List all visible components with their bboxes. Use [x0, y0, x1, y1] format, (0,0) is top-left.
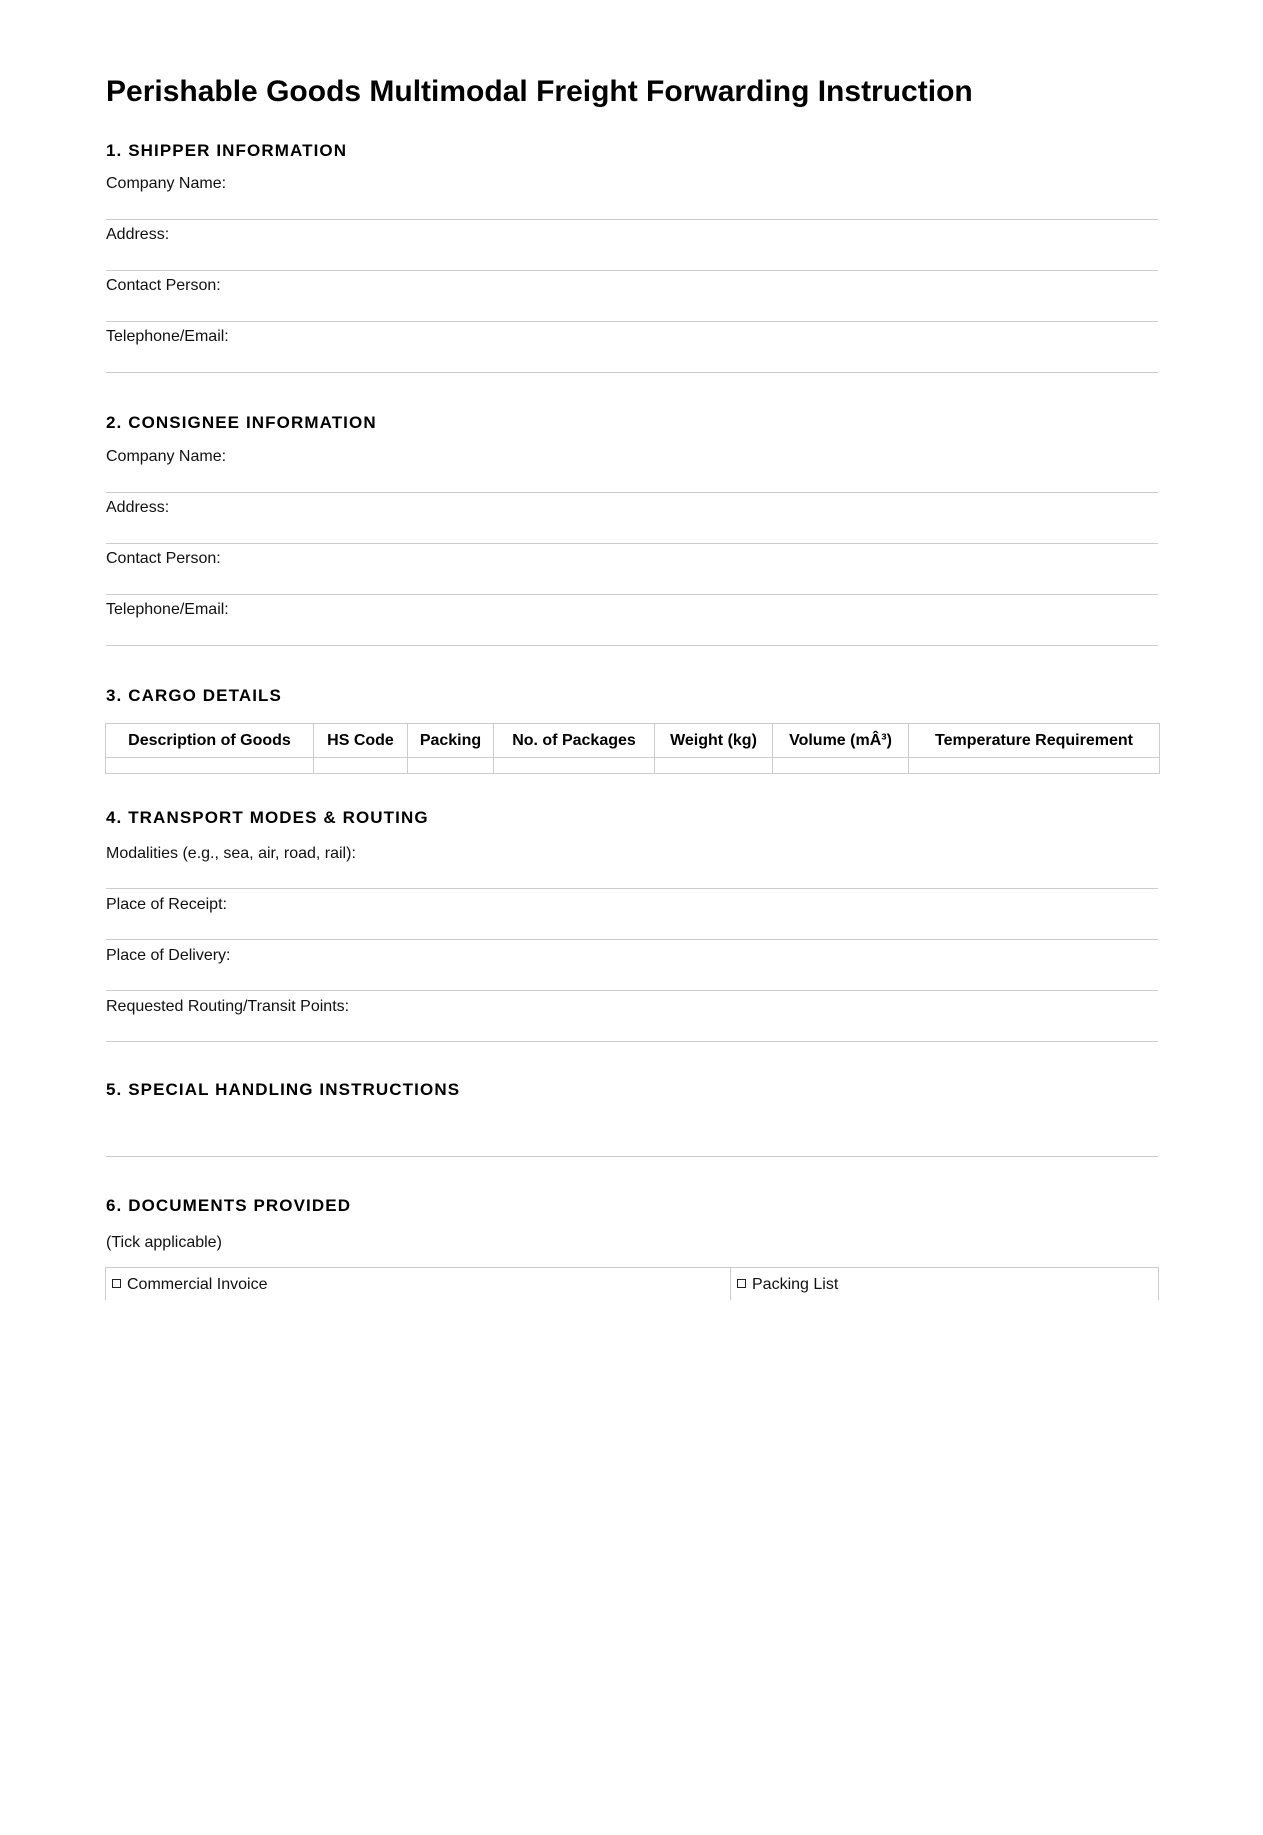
- cargo-details-table: [105, 723, 1160, 774]
- consignee-company-name-label: Company Name:: [106, 448, 227, 465]
- document-cell-commercial-invoice: [106, 1268, 731, 1300]
- column-header-packages: No. of Packages: [494, 724, 655, 758]
- place-of-delivery-label: Place of Delivery:: [106, 947, 231, 964]
- routing-transit-label: Requested Routing/Transit Points:: [106, 998, 350, 1015]
- cell-temperature[interactable]: [909, 758, 1160, 774]
- column-header-description: Description of Goods: [106, 724, 314, 758]
- routing-transit-field[interactable]: [106, 1041, 1158, 1042]
- section-heading-transport: 4. TRANSPORT MODES & ROUTING: [106, 808, 429, 827]
- consignee-address-label: Address:: [106, 499, 170, 516]
- column-header-hs-code: HS Code: [314, 724, 408, 758]
- shipper-telephone-email-label: Telephone/Email:: [106, 328, 229, 345]
- checkbox-empty-icon[interactable]: [112, 1279, 121, 1288]
- section-heading-handling: 5. SPECIAL HANDLING INSTRUCTIONS: [106, 1080, 461, 1099]
- modalities-field[interactable]: [106, 888, 1158, 889]
- shipper-address-label: Address:: [106, 226, 170, 243]
- cell-hs-code[interactable]: [314, 758, 408, 774]
- table-row: [106, 758, 1160, 774]
- consignee-company-name-field[interactable]: [106, 492, 1158, 493]
- consignee-telephone-email-label: Telephone/Email:: [106, 601, 229, 618]
- cargo-header-row: [106, 724, 1160, 758]
- column-header-volume: Volume (mÂ³): [773, 724, 909, 758]
- section-heading-shipper: 1. SHIPPER INFORMATION: [106, 141, 348, 160]
- documents-table: [105, 1267, 1159, 1300]
- consignee-contact-person-label: Contact Person:: [106, 550, 221, 567]
- document-label: Commercial Invoice: [127, 1276, 268, 1293]
- consignee-address-field[interactable]: [106, 543, 1158, 544]
- consignee-telephone-email-field[interactable]: [106, 645, 1158, 646]
- place-of-receipt-label: Place of Receipt:: [106, 896, 227, 913]
- section-heading-cargo: 3. CARGO DETAILS: [106, 686, 282, 705]
- place-of-delivery-field[interactable]: [106, 990, 1158, 991]
- cell-packing[interactable]: [408, 758, 494, 774]
- shipper-contact-person-field[interactable]: [106, 321, 1158, 322]
- document-checkbox-commercial-invoice[interactable]: [112, 1277, 267, 1293]
- cell-weight[interactable]: [655, 758, 773, 774]
- document-checkbox-packing-list[interactable]: [737, 1277, 838, 1293]
- shipper-contact-person-label: Contact Person:: [106, 277, 221, 294]
- cell-packages[interactable]: [494, 758, 655, 774]
- shipper-company-name-label: Company Name:: [106, 175, 227, 192]
- checkbox-empty-icon[interactable]: [737, 1279, 746, 1288]
- place-of-receipt-field[interactable]: [106, 939, 1158, 940]
- page-title: Perishable Goods Multimodal Freight Forwarding Instruction: [106, 75, 973, 108]
- modalities-label: Modalities (e.g., sea, air, road, rail):: [106, 845, 356, 862]
- section-heading-consignee: 2. CONSIGNEE INFORMATION: [106, 413, 377, 432]
- document-label: Packing List: [752, 1276, 839, 1293]
- section-heading-documents: 6. DOCUMENTS PROVIDED: [106, 1196, 352, 1215]
- column-header-temperature: Temperature Requirement: [909, 724, 1160, 758]
- shipper-telephone-email-field[interactable]: [106, 372, 1158, 373]
- consignee-contact-person-field[interactable]: [106, 594, 1158, 595]
- cell-description[interactable]: [106, 758, 314, 774]
- document-cell-packing-list: [731, 1268, 1158, 1300]
- special-handling-field[interactable]: [106, 1156, 1158, 1157]
- tick-applicable-note: (Tick applicable): [106, 1234, 222, 1251]
- shipper-address-field[interactable]: [106, 270, 1158, 271]
- column-header-weight: Weight (kg): [655, 724, 773, 758]
- shipper-company-name-field[interactable]: [106, 219, 1158, 220]
- column-header-packing: Packing: [408, 724, 494, 758]
- cell-volume[interactable]: [773, 758, 909, 774]
